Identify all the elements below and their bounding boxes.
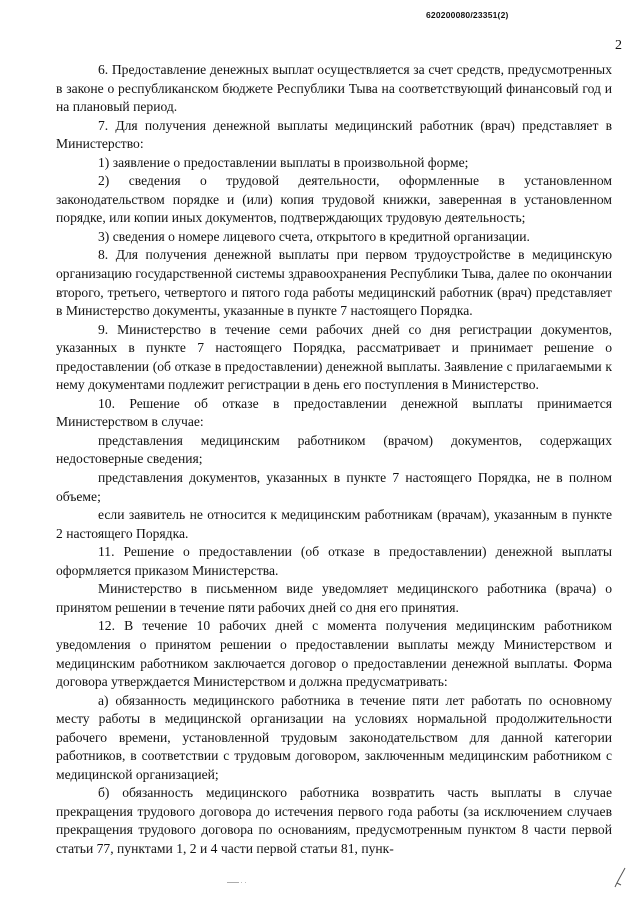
- paragraph-10-case-2: представления документов, указанных в пункте 7 настоящего Порядка, не в полном объеме;: [56, 470, 612, 504]
- paragraph-10-case-3: если заявитель не относится к медицинским работникам (врачам), указанным в пункте 2 настоящего Порядка.: [56, 507, 612, 541]
- paragraph-11-notice: Министерство в письменном виде уведомляет медицинского работника (врача) о принятом решении в течение пяти рабочих дней со дня его принятия.: [56, 581, 612, 615]
- paragraph-7-item-2: 2) сведения о трудовой деятельности, оформленные в установленном законодательством порядке и (или) копия трудовой книжки, заверенная в установленном порядке, или копии иных документов, подтверждающих трудовую деятельность;: [56, 173, 612, 226]
- corner-scribble-icon: [612, 866, 628, 890]
- document-body: [56, 61, 612, 859]
- paragraph-8: 8. Для получения денежной выплаты при первом трудоустройстве в медицинскую организацию государственной системы здравоохранения Республики Тыва, далее по окончании второго, третьего, четвертого и пятого года работы медицинский работник (врач) представляет в Министерство документы, указанные в пункте 7 настоящего Порядка.: [56, 247, 612, 319]
- paragraph-11: 11. Решение о предоставлении (об отказе в предоставлении) денежной выплаты оформляется приказом Министерства.: [56, 544, 612, 578]
- paragraph-7: 7. Для получения денежной выплаты медицинский работник (врач) представляет в Министерство:: [56, 117, 612, 152]
- footer-mark: —— · ·: [227, 880, 247, 886]
- document-id: 620200080/23351(2): [426, 10, 509, 20]
- paragraph-7-item-3: 3) сведения о номере лицевого счета, открытого в кредитной организации.: [98, 228, 530, 244]
- paragraph-9: 9. Министерство в течение семи рабочих дней со дня регистрации документов, указанных в пункте 7 настоящего Порядка, рассматривает и принимает решение о предоставлении (об отказе в предоставлении) денежной выплаты. Заявление с прилагаемыми к нему документами подлежит регистрации в день его поступления в Министерство.: [56, 321, 612, 393]
- paragraph-12: 12. В течение 10 рабочих дней с момента получения медицинским работником уведомления о принятом решении о предоставлении выплаты между Министерством и медицинским работником заключается договор о предоставлении денежной выплаты. Форма договора утверждается Министерством и должна предусматривать:: [56, 618, 612, 690]
- paragraph-10: 10. Решение об отказе в предоставлении денежной выплаты принимается Министерством в случае:: [56, 395, 612, 430]
- paragraph-6: 6. Предоставление денежных выплат осуществляется за счет средств, предусмотренных в законе о республиканском бюджете Республики Тыва на соответствующий финансовый год и на плановый период.: [56, 62, 612, 115]
- paragraph-12-item-b: б) обязанность медицинского работника возвратить часть выплаты в случае прекращения трудового договора до истечения первого года работы (за исключением случаев прекращения трудового договора по основаниям, предусмотренным пунктом 8 части первой статьи 77, пунктами 1, 2 и 4 части первой статьи 81, пунк-: [56, 785, 612, 856]
- page-number: 2: [615, 38, 622, 53]
- paragraph-10-case-1: представления медицинским работником (врачом) документов, содержащих недостоверные сведения;: [56, 432, 612, 467]
- paragraph-12-item-a: а) обязанность медицинского работника в течение пяти лет работать по основному месту работы в медицинской организации на условиях нормальной продолжительности рабочего времени, установленной трудовым законодательством для данной категории работников, в соответствии с трудовым договором, заключенным медицинским работником с медицинской организацией;: [56, 692, 612, 782]
- paragraph-7-item-1: 1) заявление о предоставлении выплаты в произвольной форме;: [98, 154, 469, 170]
